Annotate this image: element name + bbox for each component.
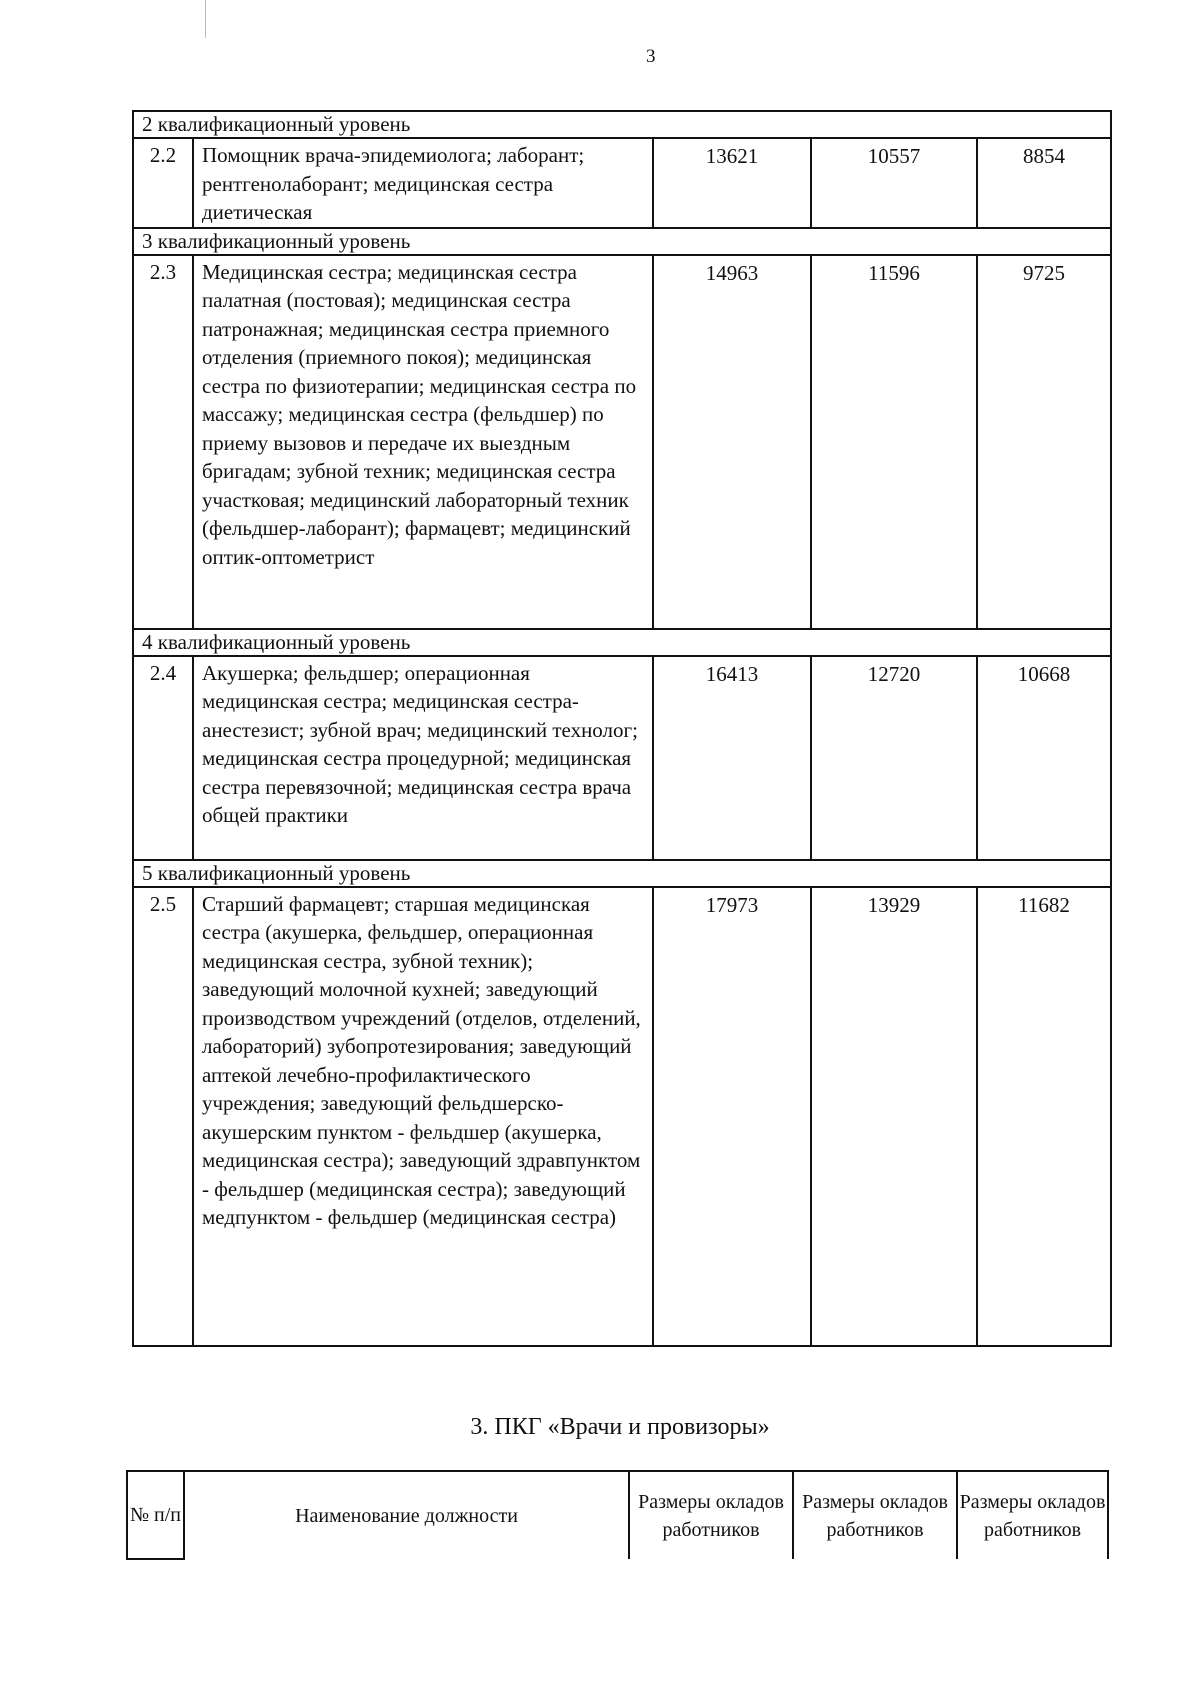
level-label: 4 квалификационный уровень <box>133 629 1111 656</box>
level-row-4 <box>133 629 1111 656</box>
level-label: 5 квалификационный уровень <box>133 860 1111 887</box>
position-title: Помощник врача-эпидемиолога; лаборант; рентгенолаборант; медицинская сестра диетическая <box>193 138 653 228</box>
level-row-5 <box>133 860 1111 887</box>
position-title: Акушерка; фельдшер; операционная медицинская сестра; медицинская сестра-анестезист; зубной врач; медицинский технолог; медицинская сестра процедурной; медицинская сестра перевязочной; медицинская сестра врача общей практики <box>193 656 653 860</box>
row-number: 2.4 <box>133 656 193 860</box>
row-number: 2.3 <box>133 255 193 629</box>
salary-value-3: 11682 <box>977 887 1111 1346</box>
salary-value-1: 17973 <box>653 887 811 1346</box>
row-number: 2.5 <box>133 887 193 1346</box>
level-row-3 <box>133 228 1111 255</box>
level-label: 3 квалификационный уровень <box>133 228 1111 255</box>
scan-mark <box>205 0 206 38</box>
header-salary-3: Размеры окладов работников <box>957 1471 1108 1559</box>
salary-value-1: 14963 <box>653 255 811 629</box>
salary-value-3: 8854 <box>977 138 1111 228</box>
salary-value-2: 12720 <box>811 656 977 860</box>
doctors-table-header <box>126 1470 1109 1560</box>
header-position-title: Наименование должности <box>184 1471 629 1559</box>
table-row <box>133 656 1111 860</box>
salary-value-1: 16413 <box>653 656 811 860</box>
page-number: 3 <box>646 46 656 67</box>
salary-value-3: 9725 <box>977 255 1111 629</box>
header-salary-1: Размеры окладов работников <box>629 1471 793 1559</box>
salary-value-2: 13929 <box>811 887 977 1346</box>
salary-table <box>132 110 1112 1347</box>
position-title: Медицинская сестра; медицинская сестра палатная (постовая); медицинская сестра патронажная; медицинская сестра приемного отделения (приемного покоя); медицинская сестра по физиотерапии; медицинская сестра по массажу; медицинская сестра (фельдшер) по приему вызовов и передаче их выездным бригадам; зубной техник; медицинская сестра участковая; медицинский лабораторный техник (фельдшер-лаборант); фармацевт; медицинский оптик-оптометрист <box>193 255 653 629</box>
table-row <box>133 255 1111 629</box>
salary-value-1: 13621 <box>653 138 811 228</box>
table-row <box>133 887 1111 1346</box>
position-title: Старший фармацевт; старшая медицинская сестра (акушерка, фельдшер, операционная медицинская сестра, зубной техник); заведующий молочной кухней; заведующий производством учреждений (отделов, отделений, лабораторий) зубопротезирования; заведующий аптекой лечебно-профилактического учреждения; заведующий фельдшерско-акушерским пунктом - фельдшер (акушерка, медицинская сестра); заведующий здравпунктом - фельдшер (медицинская сестра); заведующий медпунктом - фельдшер (медицинская сестра) <box>193 887 653 1346</box>
level-label: 2 квалификационный уровень <box>133 111 1111 138</box>
salary-value-2: 10557 <box>811 138 977 228</box>
table-row <box>133 138 1111 228</box>
salary-value-2: 11596 <box>811 255 977 629</box>
section-heading: 3. ПКГ «Врачи и провизоры» <box>470 1414 770 1440</box>
header-row <box>127 1471 1108 1559</box>
level-row-2 <box>133 111 1111 138</box>
header-number: № п/п <box>127 1471 184 1559</box>
header-salary-2: Размеры окладов работников <box>793 1471 957 1559</box>
row-number: 2.2 <box>133 138 193 228</box>
salary-value-3: 10668 <box>977 656 1111 860</box>
